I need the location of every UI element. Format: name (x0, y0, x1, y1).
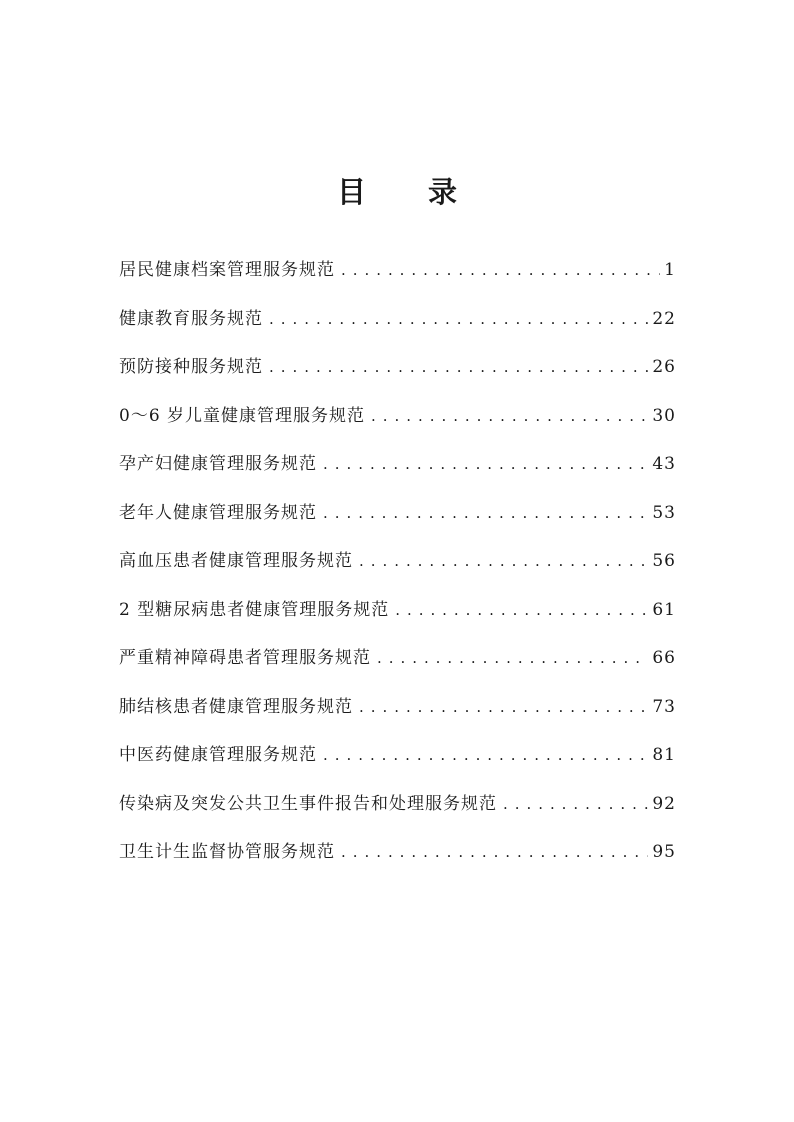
toc-entry-title: 严重精神障碍患者管理服务规范 (119, 648, 371, 668)
toc-entry-page: 26 (652, 357, 676, 377)
toc-entry-page: 73 (652, 696, 676, 717)
dot-leader (341, 255, 660, 285)
dot-leader (395, 595, 648, 625)
toc-entry[interactable] (119, 449, 676, 498)
toc-entry-page: 30 (652, 405, 676, 426)
toc-entry-title: 健康教育服务规范 (119, 308, 263, 329)
dot-leader (323, 740, 648, 770)
dot-leader (359, 546, 648, 576)
toc-entry[interactable] (119, 595, 676, 644)
toc-entry[interactable] (119, 352, 676, 401)
toc-entry-page: 22 (652, 308, 676, 329)
toc-entry-page: 66 (652, 648, 676, 668)
toc-title: 目 录 (336, 175, 484, 209)
toc-entry[interactable] (119, 401, 676, 450)
dot-leader (359, 692, 648, 722)
toc-entry-title: 高血压患者健康管理服务规范 (119, 551, 353, 571)
toc-entry-page: 61 (652, 599, 676, 620)
dot-leader (503, 789, 648, 819)
dot-leader (269, 352, 648, 382)
toc-entry[interactable] (119, 255, 676, 304)
toc-entry[interactable] (119, 304, 676, 353)
toc-entry-page: 56 (652, 551, 676, 571)
toc-entry[interactable] (119, 498, 676, 547)
toc-entry-title: 中医药健康管理服务规范 (119, 745, 317, 765)
toc-entry[interactable] (119, 789, 676, 838)
toc-entry-title: 居民健康档案管理服务规范 (119, 260, 335, 280)
dot-leader (323, 498, 648, 528)
toc-entry[interactable] (119, 643, 676, 692)
toc-entry-title: 2 型糖尿病患者健康管理服务规范 (119, 599, 390, 620)
toc-entry[interactable] (119, 740, 676, 789)
toc-entry[interactable] (119, 546, 676, 595)
toc-entry-page: 43 (652, 454, 676, 474)
toc-entry-title: 老年人健康管理服务规范 (119, 502, 317, 523)
toc-entry-page: 1 (664, 260, 676, 280)
toc-entry-title: 肺结核患者健康管理服务规范 (119, 696, 353, 717)
dot-leader (323, 449, 648, 479)
toc-entry-title: 预防接种服务规范 (119, 357, 263, 377)
toc-entry-title: 0～6 岁儿童健康管理服务规范 (119, 405, 366, 426)
toc-entry-page: 95 (652, 842, 676, 862)
toc-entry-title: 卫生计生监督协管服务规范 (119, 842, 335, 862)
dot-leader (377, 643, 648, 673)
dot-leader (269, 304, 648, 334)
toc-entry[interactable] (119, 692, 676, 741)
dot-leader (371, 401, 648, 431)
toc-entry-page: 81 (652, 745, 676, 765)
toc-entry-title: 孕产妇健康管理服务规范 (119, 454, 317, 474)
toc-entry[interactable] (119, 837, 676, 886)
toc-entry-page: 92 (652, 793, 676, 814)
toc-entry-page: 53 (652, 502, 676, 523)
toc-entry-title: 传染病及突发公共卫生事件报告和处理服务规范 (119, 793, 497, 814)
dot-leader (341, 837, 648, 867)
toc-list (119, 255, 676, 886)
